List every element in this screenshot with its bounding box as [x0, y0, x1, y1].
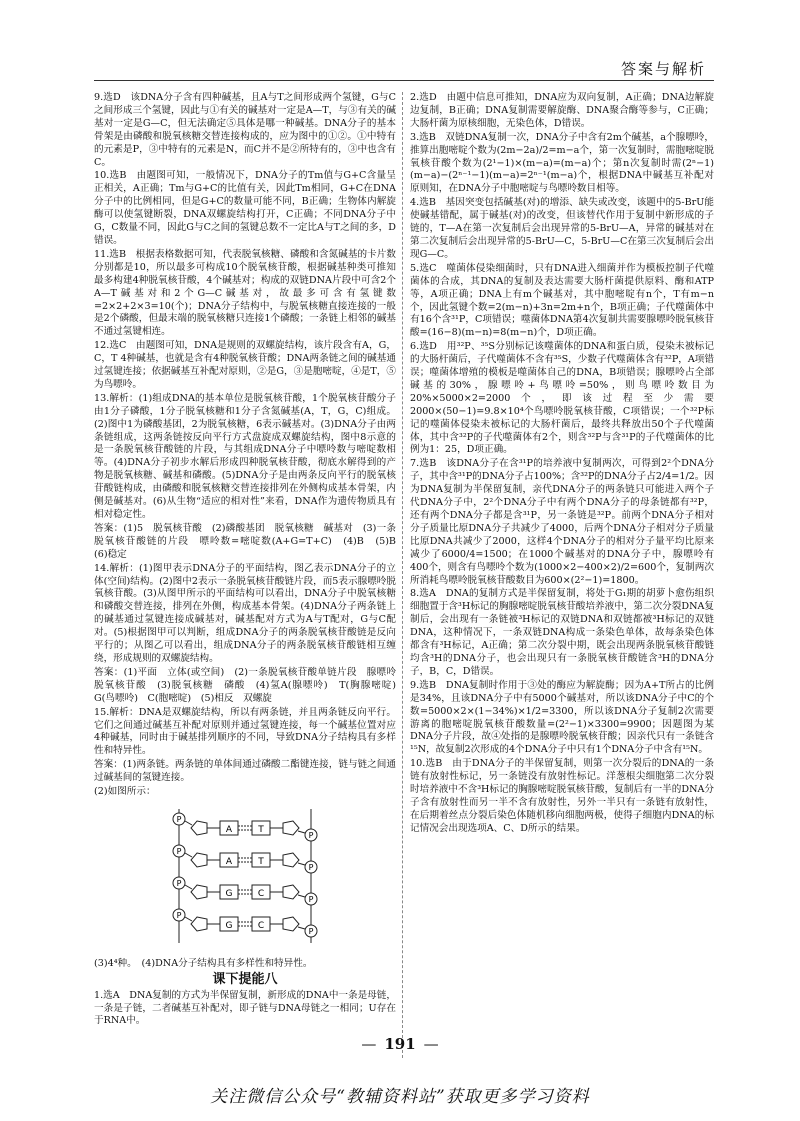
right-column [410, 92, 714, 837]
base-letter: G [225, 888, 233, 899]
dna-structure-figure [94, 801, 396, 956]
backbone-bond [298, 895, 305, 897]
answer-item: 15.解析：DNA是双螺旋结构，所以有两条链，并且两条链反向平行。它们之间通过碱基互补配对原则并通过氢键连接，每一个碱基位置对应4种碱基，同时由于碱基排列顺序的不同，导致DNA分子结构具有多样性和特异性。 [94, 706, 396, 757]
phosphate-label: P [308, 862, 314, 872]
left-column [94, 92, 406, 1029]
answer-key: (3)4⁴种。 (4)DNA分子结构具有多样性和特异性。 [94, 957, 313, 969]
page-number-value: 191 [384, 1035, 416, 1053]
base-letter: G [225, 920, 233, 931]
answer-item: 5.选C 噬菌体侵染细菌时，只有DNA进入细菌并作为模板控制子代噬菌体的合成，其DNA的复制及表达需要大肠杆菌提供原料、酶和ATP等，A项正确；DNA上有m个碱基对，其中胞嘧啶有n个，T有m−n个，因此氢键个数=2(m−n)+3n=2m+n个，B项正确；子代噬菌体中有16个含³¹P，C项错误；噬菌体DNA第4次复制共需要腺嘌呤脱氧核苷酸=(16−8)(m−n)=8(m−n)个，D项正确。 [410, 262, 714, 339]
backbone-bond [298, 831, 305, 833]
backbone-bond [298, 927, 305, 929]
phosphate-label: P [308, 926, 314, 936]
sugar-pentagon [283, 821, 299, 835]
phosphate-label: P [308, 894, 314, 904]
sugar-pentagon [283, 885, 299, 899]
column-divider [402, 92, 403, 1058]
backbone-bond [185, 885, 192, 889]
backbone-bond [185, 853, 192, 857]
phosphate-label: P [176, 814, 182, 824]
answer-item: 2.选D 由题中信息可推知，DNA应为双向复制，A正确；DNA边解旋边复制，B正确；DNA复制需要解旋酶、DNA聚合酶等参与，C正确；大肠杆菌为原核细胞，无染色体，D错误。 [410, 92, 714, 129]
sugar-pentagon [283, 917, 299, 931]
answer-key: 答案：(1)两条链。两条链的单体间通过磷酸二酯键连接，链与链之间通过碱基间的氢键连接。 [94, 759, 396, 784]
phosphate-label: P [176, 846, 182, 856]
sugar-pentagon [191, 821, 207, 835]
dna-diagram [165, 801, 325, 951]
answer-item: 6.选D 用³²P、³⁵S分别标记该噬菌体的DNA和蛋白质，侵染未被标记的大肠杆菌后，子代噬菌体不含有³⁵S，少数子代噬菌体含有³²P，A项错误；噬菌体增殖的模板是噬菌体自己的DNA，B项错误；腺嘌呤占全部碱基的30%，腺嘌呤+鸟嘌呤=50%，则鸟嘌呤数目为20%×5000×2=2000个，即该过程至少需要2000×(50−1)=9.8×10⁴个鸟嘌呤脱氧核苷酸，C项错误；一个³²P标记的噬菌体侵染未被标记的大肠杆菌后，最终共释放出50个子代噬菌体，其中含³²P的子代噬菌体有2个，则含³²P与含³¹P的子代噬菌体的比例为1：25，D项正确。 [410, 341, 714, 456]
answer-item: 12.选C 由题图可知，DNA是规则的双螺旋结构，该片段含有A，G，C，T 4种碱基，也就是含有4种脱氧核苷酸；DNA两条链之间的碱基通过氢键连接；依据碱基互补配对原则，②是G，③是胞嘧啶，④是T，⑤为鸟嘌呤。 [94, 340, 396, 390]
phosphate-label: P [176, 910, 182, 920]
sugar-pentagon [191, 885, 207, 899]
base-letter: T [258, 824, 264, 835]
base-letter: T [258, 856, 264, 867]
page-number: — 191 — [361, 1035, 439, 1053]
header-rule [94, 80, 714, 81]
answer-item: 10.选B 由题图可知，一般情况下，DNA分子的Tm值与G+C含量呈正相关，A正确；Tm与G+C的比值有关，因此Tm相同，G+C在DNA分子中的比例相同，但是G+C的数量可能不同，B正确；生物体内解旋酶可以使氢键断裂，DNA双螺旋结构打开，C正确；不同DNA分子中G，C数量不同，因此G与C之间的氢键总数不一定比A与T之间的多，D错误。 [94, 170, 396, 246]
base-letter: C [257, 888, 265, 899]
answer-item: 1.选A DNA复制的方式为半保留复制，新形成的DNA中一条是母链，一条是子链，二者碱基互补配对，即子链与DNA母链之一相同；U存在于RNA中。 [94, 989, 396, 1027]
answer-key: 答案：(1)平面 立体(或空间) (2)一条脱氧核苷酸单链片段 腺嘌呤脱氧核苷酸 (3)脱氧核糖 磷酸 (4)氢A(腺嘌呤) T(胸腺嘧啶) G(鸟嘌呤) C(胞嘧啶) (5)相反 双螺旋 [94, 666, 406, 704]
answer-item: 10.选B 由于DNA分子的半保留复制，则第一次分裂后的DNA的一条链有放射性标记，另一条链没有放射性标记。洋葱根尖细胞第二次分裂时培养液中不含³H标记的胸腺嘧啶脱氧核苷酸，复制后有一半的DNA分子含有放射性而另一半不含有放射性，另外一半只有一条链有放射性，在后期着丝点分裂后染色体随机移向细胞两极，使得子细胞内DNA的标记情况会出现选项A、C、D所示的结果。 [410, 758, 714, 834]
answer-item: 9.选D 该DNA分子含有四种碱基，且A与T之间形成两个氢键，G与C之间形成三个氢键，因此与①有关的碱基对一定是A—T，与③有关的碱基对一定是G—C，但无法确定⑤具体是哪一种碱基。DNA分子的基本骨架是由磷酸和脱氧核糖交替连接构成的，应为图中的①②。①中特有的元素是P，③中特有的元素是N，而C并不是②所特有的，③中也含有C。 [94, 92, 396, 168]
phosphate-label: P [176, 878, 182, 888]
section-title: 课下提能八 [212, 971, 278, 987]
phosphate-label: P [308, 830, 314, 840]
backbone-bond [298, 863, 305, 865]
backbone-bond [185, 917, 192, 921]
base-letter: A [225, 856, 233, 867]
answer-item: 4.选B 基因突变包括碱基(对)的增添、缺失或改变，该题中的5-BrU能使碱基错配，属于碱基(对)的改变，但该替代作用于复制中新形成的子链的，T—A在第一次复制后会出现异常的5-BrU—A，异常的碱基对在第二次复制后会出现异常的5-BrU—C，5-BrU—C在第三次复制后会出现G—C。 [410, 197, 714, 260]
answer-key: 答案：(1)5 脱氧核苷酸 (2)磷酸基团 脱氧核糖 碱基对 (3)一条脱氧核苷酸链的片段 嘌呤数=嘧啶数(A+G=T+C) (4)B (5)B (6)稳定 [94, 522, 406, 560]
answer-item: 7.选B 该DNA分子在含³¹P的培养液中复制两次，可得到2²个DNA分子，其中含³¹P的DNA分子占100%；含³²P的DNA分子占2/4=1/2。因为DNA复制为半保留复制，亲代DNA分子的两条链只可能进入两个子代DNA分子中，2²个DNA分子中有两个DNA分子的母条链都有³²P，还有两个DNA分子都是含³¹P，另一条链是³²P。前两个DNA分子相对分子质量比原DNA分子共减少了4000，后两个DNA分子相对分子质量比原DNA共减少了2000，这样4个DNA分子的相对分子量平均比原来减少了6000/4=1500；在1000个碱基对的DNA分子中，腺嘌呤有400个，则含有鸟嘌呤个数为(1000×2−400×2)/2=600个，复制两次所消耗鸟嘌呤脱氧核苷酸数目为600×(2²−1)=1800。 [410, 458, 714, 586]
answer-item: 13.解析：(1)组成DNA的基本单位是脱氧核苷酸，1个脱氧核苷酸分子由1分子磷酸，1分子脱氧核糖和1分子含氮碱基(A，T，G，C)组成。(2)图中1为磷酸基团，2为脱氧核糖，6表示碱基对。(3)DNA分子由两条链组成，这两条链按反向平行方式盘旋成双螺旋结构，图中8示意的是一条脱氧核苷酸链的片段，与其组成DNA分子中嘌呤数与嘧啶数相等。(4)DNA分子初步水解后形成四种脱氧核苷酸，彻底水解得到的产物是脱氧核糖、碱基和磷酸。(5)DNA分子是由两条反向平行的脱氧核苷酸链构成，由磷酸和脱氧核糖交替连接排列在外侧构成基本骨架，内侧是碱基对。(6)从生物“适应的相对性”来看，DNA作为遗传物质具有相对稳定性。 [94, 392, 396, 520]
backbone-bond [185, 821, 192, 825]
sugar-pentagon [191, 853, 207, 867]
base-letter: C [257, 920, 265, 931]
answer-item: 3.选B 双链DNA复制一次，DNA分子中含有2m个碱基，a个腺嘌呤，推算出胞嘧啶个数为(2m−2a)/2=m−a个，第一次复制时，需胞嘧啶脱氧核苷酸个数为(2¹−1)×(m−a)=(m−a)个；第n次复制时需(2ⁿ−1)(m−a)−(2ⁿ⁻¹−1)(m−a)=2ⁿ⁻¹(m−a)个，根据DNA中碱基互补配对原则知，在DNA分子中胞嘧啶与鸟嘌呤数目相等。 [410, 131, 714, 195]
footer-note: 关注微信公众号“教辅资料站”获取更多学习资料 [210, 1087, 590, 1107]
sugar-pentagon [191, 917, 207, 931]
answer-key: (2)如图所示： [94, 786, 156, 798]
answer-item: 11.选B 根据表格数据可知，代表脱氧核糖、磷酸和含氮碱基的卡片数分别都是10，所以最多可构成10个脱氧核苷酸，根据碱基种类可推知最多构建4种脱氧核苷酸，4个碱基对；构成的双链DNA片段中可含2个A—T碱基对和2个G—C碱基对，故最多可含有氢键数=2×2+2×3=10(个)；DNA分子结构中，与脱氧核糖直接连接的一般是2个磷酸，但最末端的脱氧核糖只连接1个磷酸；一条链上相邻的碱基不通过氢键相连。 [94, 248, 396, 338]
answer-item: 9.选B DNA复制时作用于③处的酶应为解旋酶；因为A+T所占的比例是34%，且该DNA分子中有5000个碱基对，所以该DNA分子中C的个数=5000×2×(1−34%)×1/2=3300，所以该DNA分子复制2次需要游离的胞嘧啶脱氧核苷酸数量=(2²−1)×3300=9900；因题图为某DNA分子片段，故④处指的是腺嘌呤脱氧核苷酸；因亲代只有一条链含¹⁵N，故复制2次形成的4个DNA分子中只有1个DNA分子中含有¹⁵N。 [410, 679, 714, 756]
base-letter: A [225, 824, 233, 835]
answer-item: 14.解析：(1)图甲表示DNA分子的平面结构，图乙表示DNA分子的立体(空间)结构。(2)图中2表示一条脱氧核苷酸链片段，而5表示腺嘌呤脱氧核苷酸。(3)从图甲所示的平面结构可以看出，DNA分子中脱氧核糖和磷酸交替连接，排列在外侧，构成基本骨架。(4)DNA分子两条链上的碱基通过氢键连接成碱基对，碱基配对方式为A与T配对，G与C配对。(5)根据图甲可以判断，组成DNA分子的两条脱氧核苷酸链是反向平行的；从图乙可以看出，组成DNA分子的两条脱氧核苷酸链相互缠绕，形成规则的双螺旋结构。 [94, 562, 396, 664]
sugar-pentagon [283, 853, 299, 867]
answer-item: 8.选A DNA的复制方式是半保留复制，将处于G₁期的胡萝卜愈伤组织细胞置于含³H标记的胸腺嘧啶脱氧核苷酸培养液中，第二次分裂DNA复制后，会出现有一条链被³H标记的双链DNA和双链都被³H标记的双链DNA，这种情况下，一条双链DNA构成一条染色单体，故每条染色体都含有³H标记，A正确；第二次分裂中期，既会出现两条脱氧核苷酸链均含³H的DNA分子，也会出现只有一条脱氧核苷酸链含³H的DNA分子，B，C，D错误。 [410, 588, 714, 677]
header-title: 答案与解析 [620, 60, 706, 78]
